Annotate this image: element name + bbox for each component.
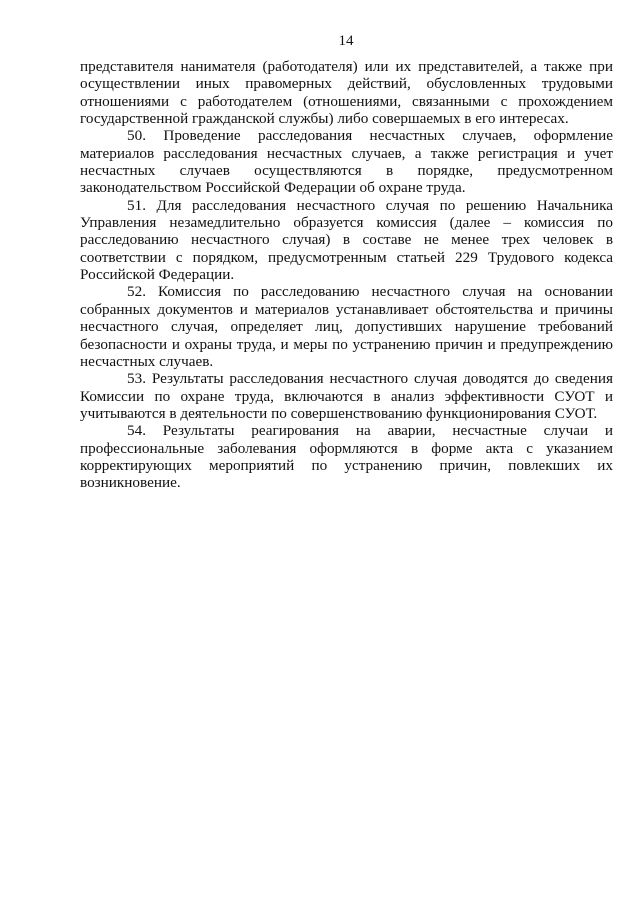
page-number: 14 (338, 33, 354, 49)
paragraph-52: 52. Комиссия по расследованию несчастного случая на основании собранных документов и материалов устанавливает обстоятельства и причины несчастного случая, определяет лиц, допустивших нарушение требований безопасности и охраны труда, и меры по устранению причин и предупреждению несчастных случаев. (80, 283, 613, 370)
paragraph-continuation: представителя нанимателя (работодателя) или их представителей, а также при осуществлении иных правомерных действий, обусловленных трудовыми отношениями с работодателем (отношениями, связанными с прохождением государственной гражданской службы) либо совершаемых в его интересах. (80, 58, 613, 128)
paragraph-50: 50. Проведение расследования несчастных случаев, оформление материалов расследования несчастных случаев, а также регистрация и учет несчастных случаев осуществляются в порядке, предусмотренном законодательством Российской Федерации об охране труда. (80, 127, 613, 197)
paragraph-51: 51. Для расследования несчастного случая по решению Начальника Управления незамедлительно образуется комиссия (далее – комиссия по расследованию несчастного случая) в составе не менее трех человек в соответствии с порядком, предусмотренным статьей 229 Трудового кодекса Российской Федерации. (80, 196, 613, 284)
paragraph-54: 54. Результаты реагирования на аварии, несчастные случаи и профессиональные заболевания оформляются в форме акта с указанием корректирующих мероприятий по устранению причин, повлекших их возникновение. (80, 422, 613, 492)
paragraph-53: 53. Результаты расследования несчастного случая доводятся до сведения Комиссии по охране труда, включаются в анализ эффективности СУОТ и учитываются в деятельности по совершенствованию функционирования СУОТ. (80, 370, 613, 422)
document-body (80, 58, 613, 492)
